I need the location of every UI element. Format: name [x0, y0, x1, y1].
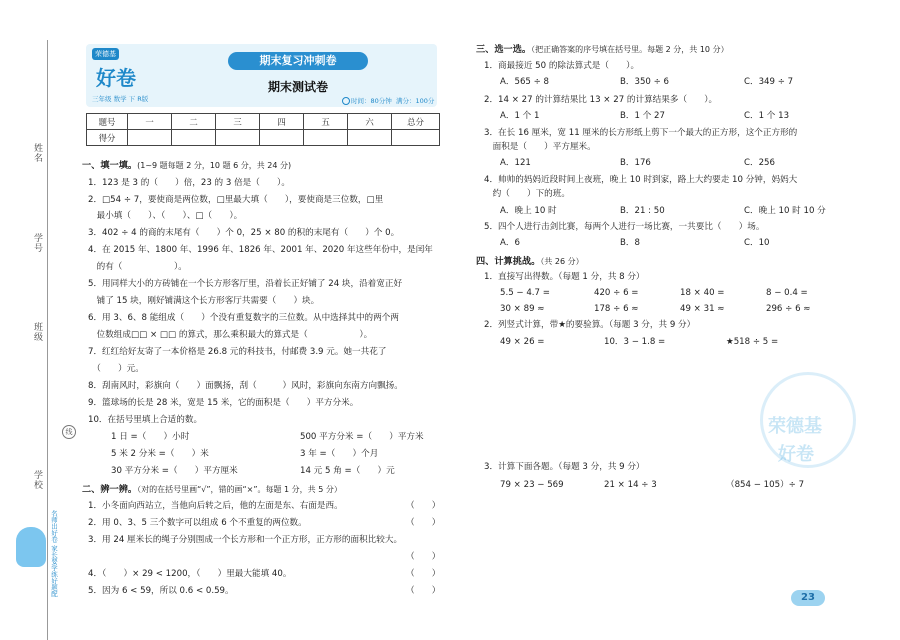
- vertical-calc-item: ★518 ÷ 5 =: [726, 337, 779, 347]
- judge-mark[interactable]: （ ）: [406, 586, 441, 596]
- choice-question: 2．14 × 27 的计算结果比 13 × 27 的计算结果多（ ）。: [484, 95, 718, 105]
- section4-note: （共 26 分）: [540, 257, 584, 266]
- mixed-calc-item: （854 − 105）÷ 7: [726, 480, 805, 490]
- question-line: （ ）元。: [88, 364, 144, 374]
- section1-heading: [82, 160, 291, 171]
- choice-question: 4．帅帅的妈妈近段时间上夜班，晚上 10 时到家，路上大约要走 10 分钟，妈妈大: [484, 175, 798, 185]
- choice-option: C．晚上 10 时 10 分: [744, 206, 826, 216]
- oral-item: 178 ÷ 6 ≈: [594, 304, 639, 314]
- score-cell[interactable]: [172, 130, 216, 146]
- question-line: 3．402 ÷ 4 的商的末尾有（ ）个 0，25 × 80 的积的末尾有（ ）个 0。: [88, 228, 400, 238]
- sub-question: 3．计算下面各题。（每题 3 分，共 9 分）: [484, 462, 645, 472]
- choice-option: A．晚上 10 时: [500, 206, 557, 216]
- choice-option: B．350 ÷ 6: [620, 77, 670, 87]
- score-table: [86, 113, 440, 146]
- question-line: 位数组成□□ × □□ 的算式，那么乘积最大的算式是（ ）。: [88, 330, 373, 340]
- student-id-label: 学号: [32, 233, 42, 253]
- school-label: 学校: [32, 470, 42, 490]
- oral-item: 296 ÷ 6 ≈: [766, 304, 811, 314]
- choice-question: 5．四个人进行击剑比赛，每两个人进行一场比赛，一共要比（ ）场。: [484, 222, 765, 232]
- section2-heading: [82, 484, 342, 495]
- section2-note: （对的在括号里画“√”，错的画“×”。每题 1 分，共 5 分）: [137, 485, 342, 494]
- score-table-score-row: [87, 130, 440, 146]
- section2-title: 二、辨一辨。: [82, 484, 138, 495]
- section3-note: （把正确答案的序号填在括号里。每题 2 分，共 10 分）: [531, 45, 729, 54]
- class-label: 班级: [32, 322, 42, 342]
- choice-question: 1．商最接近 50 的除法算式是（ ）。: [484, 61, 640, 71]
- time-label: 时间：80分钟: [351, 97, 392, 105]
- section4-title: 四、计算挑战。: [476, 256, 541, 267]
- question-line: 8．刮南风时，彩旗向（ ）面飘扬，刮（ ）风时，彩旗向东南方向飘扬。: [88, 381, 403, 391]
- question-line: 7．红红给好友寄了一本价格是 26.8 元的科技书，付邮费 3.9 元。她一共花了: [88, 347, 387, 357]
- table-cell: 五: [304, 114, 348, 130]
- brand-top-text: 荣德基: [92, 48, 119, 60]
- choice-option: B．21 : 50: [620, 206, 665, 216]
- banner-title: 期末复习冲刺卷: [228, 52, 368, 70]
- fill-item: 5 米 2 分米 =（ ）米: [111, 449, 209, 459]
- sub-question: 1．直接写出得数。（每题 1 分，共 8 分）: [484, 272, 645, 282]
- score-cell[interactable]: [260, 130, 304, 146]
- question-line: 6．用 3、6、8 能组成（ ）个没有重复数字的三位数。从中选择其中的两个两: [88, 313, 399, 323]
- name-label: 姓名: [32, 143, 42, 163]
- judge-mark[interactable]: （ ）: [406, 569, 441, 579]
- page-title: 期末测试卷: [267, 80, 328, 94]
- judge-item: 2．用 0、3、5 三个数字可以组成 6 个不重复的两位数。: [88, 518, 307, 528]
- sub-question: 2．列竖式计算，带★的要验算。（每题 3 分，共 9 分）: [484, 320, 696, 330]
- gutter-footer-text: 名师出好卷 家长要学练好题配: [50, 510, 58, 597]
- judge-item: 5．因为 6 < 59，所以 0.6 < 0.59。: [88, 586, 234, 596]
- choice-question: 面积是（ ）平方厘米。: [484, 142, 596, 152]
- choice-option: B．176: [620, 158, 651, 168]
- table-cell: 六: [348, 114, 392, 130]
- watermark-text-2: 好卷: [778, 444, 814, 465]
- score-cell[interactable]: [128, 130, 172, 146]
- question-line: 1．123 是 3 的（ ）倍，23 的 3 倍是（ ）。: [88, 178, 290, 188]
- question-line: 10．在括号里填上合适的数。: [88, 415, 203, 425]
- table-cell: 一: [128, 114, 172, 130]
- score-cell[interactable]: [216, 130, 260, 146]
- oral-item: 420 ÷ 6 =: [594, 288, 639, 298]
- mixed-calc-item: 21 × 14 ÷ 3: [604, 480, 657, 490]
- mixed-calc-item: 79 × 23 − 569: [500, 480, 564, 490]
- choice-question: 约（ ）下的班。: [484, 189, 570, 199]
- score-table-header-row: [87, 114, 440, 130]
- choice-option: A．6: [500, 238, 520, 248]
- choice-option: C．349 ÷ 7: [744, 77, 794, 87]
- question-line: 的有（ ）。: [88, 262, 187, 272]
- judge-mark[interactable]: （ ）: [406, 552, 441, 562]
- fill-item: 500 平方分米 =（ ）平方米: [300, 432, 424, 442]
- table-cell: 二: [172, 114, 216, 130]
- fill-item: 3 年 =（ ）个月: [300, 449, 379, 459]
- choice-option: A．1 个 1: [500, 111, 540, 121]
- judge-item: 3．用 24 厘米长的绳子分别围成一个长方形和一个正方形，正方形的面积比较大。: [88, 535, 403, 545]
- question-line: 铺了 15 块，刚好铺满这个长方形客厅共需要（ ）块。: [88, 296, 320, 306]
- section3-heading: [476, 44, 729, 55]
- gutter-rule: [47, 40, 48, 640]
- brand-logo: [88, 46, 168, 90]
- fill-item: 14 元 5 角 =（ ）元: [300, 466, 395, 476]
- oral-item: 18 × 40 =: [680, 288, 725, 298]
- choice-option: C．256: [744, 158, 775, 168]
- table-cell: 四: [260, 114, 304, 130]
- judge-mark[interactable]: （ ）: [406, 518, 441, 528]
- question-line: 最小填（ ）、（ ）、□（ ）。: [88, 211, 243, 221]
- judge-mark[interactable]: （ ）: [406, 501, 441, 511]
- choice-option: C．1 个 13: [744, 111, 790, 121]
- section1-title: 一、填一填。: [82, 160, 138, 171]
- fill-item: 30 平方分米 =（ ）平方厘米: [111, 466, 238, 476]
- choice-option: A．121: [500, 158, 531, 168]
- table-cell: 三: [216, 114, 260, 130]
- judge-item: 1．小冬面向西站立，当他向后转之后，他的左面是东、右面是西。: [88, 501, 343, 511]
- table-cell: 总分: [392, 114, 440, 130]
- mascot-icon: [16, 527, 46, 567]
- question-line: 5．用同样大小的方砖铺在一个长方形客厅里，沿着长正好铺了 24 块，沿着宽正好: [88, 279, 403, 289]
- oral-item: 5.5 − 4.7 =: [500, 288, 550, 298]
- vertical-calc-item: 10．3 − 1.8 =: [604, 337, 666, 347]
- choice-option: C．10: [744, 238, 770, 248]
- question-line: 2．□54 ÷ 7，要使商是两位数，□里最大填（ ），要使商是三位数，□里: [88, 195, 384, 205]
- grade-info: 三年级 数学 下 R版: [92, 95, 149, 103]
- question-line: 9．篮球场的长是 28 米，宽是 15 米，它的面积是（ ）平方分米。: [88, 398, 359, 408]
- table-cell: 题号: [87, 114, 128, 130]
- table-cell: 得分: [87, 130, 128, 146]
- oral-item: 8 − 0.4 =: [766, 288, 808, 298]
- score-cell[interactable]: [348, 130, 392, 146]
- seal-line-mark: 线: [62, 425, 76, 439]
- choice-option: B．8: [620, 238, 640, 248]
- brand-main-text: 好卷: [96, 66, 136, 90]
- score-cell[interactable]: [304, 130, 348, 146]
- choice-option: B．1 个 27: [620, 111, 665, 121]
- vertical-calc-item: 49 × 26 =: [500, 337, 545, 347]
- judge-item: 4．（ ）× 29 < 1200，（ ）里最大能填 40。: [88, 569, 292, 579]
- watermark-text-1: 荣德基: [768, 416, 822, 437]
- score-cell[interactable]: [392, 130, 440, 146]
- oral-item: 49 × 31 ≈: [680, 304, 725, 314]
- section1-note: (1~9 题每题 2 分，10 题 6 分，共 24 分): [137, 161, 292, 170]
- fill-item: 1 日 =（ ）小时: [111, 432, 190, 442]
- choice-question: 3．在长 16 厘米，宽 11 厘米的长方形纸上剪下一个最大的正方形，这个正方形的: [484, 128, 798, 138]
- section3-title: 三、选一选。: [476, 44, 532, 55]
- choice-option: A．565 ÷ 8: [500, 77, 550, 87]
- section4-heading: [476, 256, 584, 267]
- page-number: 23: [801, 592, 815, 603]
- clock-icon: [342, 97, 350, 105]
- score-label: 满分：100分: [396, 97, 435, 105]
- question-line: 4．在 2015 年、1800 年、1996 年、1826 年、2001 年、2020 年这些年份中，是闰年: [88, 245, 433, 255]
- oral-item: 30 × 89 ≈: [500, 304, 545, 314]
